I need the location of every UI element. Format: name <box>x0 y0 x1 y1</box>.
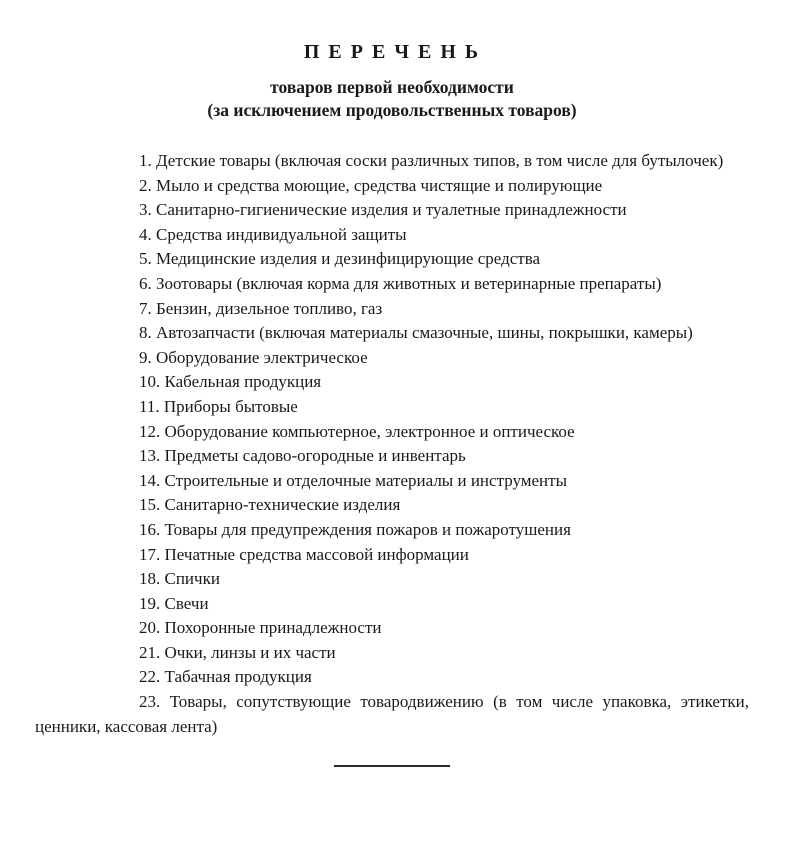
goods-list <box>35 149 749 739</box>
list-item-21: 21. Очки, линзы и их части <box>139 642 336 662</box>
list-item-6: 6. Зоотовары (включая корма для животных и ветеринарные препараты) <box>139 273 662 293</box>
list-item-17: 17. Печатные средства массовой информации <box>139 544 469 564</box>
list-item-15: 15. Санитарно-технические изделия <box>139 495 401 515</box>
list-item-11: 11. Приборы бытовые <box>139 396 298 416</box>
list-item-23: 23. Товары, сопутствующие товародвижению (в том числе упаковка, этикетки, ценники, кассовая лента) <box>35 692 749 736</box>
list-item-19: 19. Свечи <box>139 593 209 613</box>
list-item-2: 2. Мыло и средства моющие, средства чистящие и полирующие <box>139 175 603 195</box>
list-item-18: 18. Спички <box>139 569 220 589</box>
list-item-9: 9. Оборудование электрическое <box>139 347 368 367</box>
list-item-14: 14. Строительные и отделочные материалы и инструменты <box>139 470 568 490</box>
list-item-4: 4. Средства индивидуальной защиты <box>139 224 407 244</box>
list-item-22: 22. Табачная продукция <box>139 667 312 687</box>
list-item-8: 8. Автозапчасти (включая материалы смазочные, шины, покрышки, камеры) <box>139 323 693 343</box>
list-item-16: 16. Товары для предупреждения пожаров и пожаротушения <box>139 519 571 539</box>
subtitle-line-1: товаров первой необходимости <box>270 77 514 97</box>
footer-divider-rule <box>334 765 450 767</box>
list-item-13: 13. Предметы садово-огородные и инвентарь <box>139 446 466 466</box>
document-title: П Е Р Е Ч Е Н Ь <box>303 41 481 63</box>
list-item-5: 5. Медицинские изделия и дезинфицирующие средства <box>139 249 541 269</box>
subtitle-line-2: (за исключением продовольственных товаров) <box>207 100 577 120</box>
document-subtitle <box>35 76 749 122</box>
list-item-3: 3. Санитарно-гигиенические изделия и туалетные принадлежности <box>139 200 627 220</box>
list-item-12: 12. Оборудование компьютерное, электронное и оптическое <box>139 421 575 441</box>
list-item-7: 7. Бензин, дизельное топливо, газ <box>139 298 383 318</box>
list-item-20: 20. Похоронные принадлежности <box>139 618 382 638</box>
list-item-1: 1. Детские товары (включая соски различных типов, в том числе для бутылочек) <box>139 151 724 170</box>
list-item-10: 10. Кабельная продукция <box>139 372 322 392</box>
